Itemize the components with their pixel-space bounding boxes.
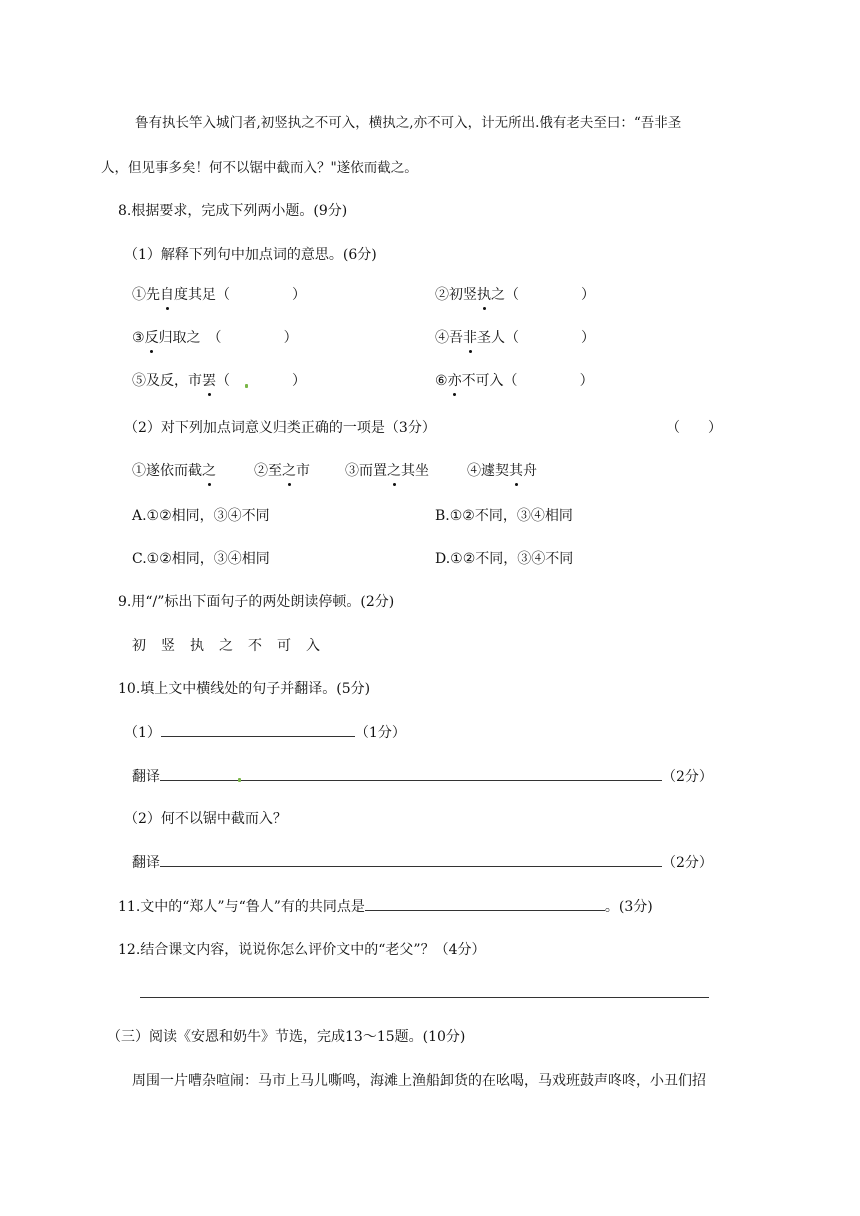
question-11: 11.文中的“郑人”与“鲁人”有的共同点是 。(3分) — [118, 896, 653, 917]
section-3-title: （三）阅读《安恩和奶牛》节选，完成13～15题。(10分) — [107, 1029, 466, 1045]
question-12-stem: 12.结合课文内容，说说你怎么评价文中的“老父”？（4分） — [118, 942, 486, 958]
question-8-2-stem: （2）对下列加点词意义归类正确的一项是（3分） — [124, 420, 436, 436]
question-8-1-item-5: ⑤及反，市罢（ ） — [132, 373, 306, 389]
question-8-1-item-4: ④吾非圣人（ ） — [435, 330, 595, 346]
dotted-word: 之 — [282, 463, 296, 479]
dotted-word: 亦 — [447, 373, 462, 389]
phrase-4: ④遽契其舟 — [467, 463, 537, 479]
option-b: B.①②不同，③④相同 — [435, 508, 573, 524]
dotted-word: 自 — [160, 287, 174, 303]
phrase-3: ③而置之其坐 — [345, 463, 429, 479]
question-8-1-item-2: ②初竖执之（ ） — [435, 287, 595, 303]
phrase-1: ①遂依而截之 — [132, 463, 216, 479]
option-c: C.①②相同，③④相同 — [132, 551, 270, 567]
passage-line-1: 鲁有执长竿入城门者,初竖执之不可入，横执之,亦不可入，计无所出.俄有老夫至曰：“吾非圣 — [135, 115, 682, 131]
question-10-stem: 10.填上文中横线处的句子并翻译。(5分) — [118, 681, 371, 697]
dotted-word: 反 — [144, 330, 159, 346]
answer-line — [365, 896, 605, 911]
question-8-1-stem: （1）解释下列句中加点词的意思。(6分) — [124, 247, 377, 263]
dotted-word: 其 — [509, 463, 523, 479]
question-8-1-item-1: ①先自度其足（ ） — [132, 287, 306, 303]
dotted-word: 之 — [387, 463, 401, 479]
question-8-stem: 8.根据要求，完成下列两小题。(9分) — [118, 203, 348, 219]
dotted-word: 之 — [202, 463, 216, 479]
question-8-1-item-3: ③反归取之 （ ） — [132, 330, 298, 346]
answer-bracket: （ ） — [666, 420, 722, 436]
green-speck — [238, 778, 241, 782]
answer-line — [161, 722, 355, 737]
green-speck — [245, 384, 248, 388]
passage-line-2: 人，但见事多矣！何不以锯中截而入？"遂依而截之。 — [101, 160, 418, 176]
question-9-stem: 9.用“/”标出下面句子的两处朗读停顿。(2分) — [118, 594, 395, 610]
answer-line — [160, 766, 662, 781]
question-10-2-translate: 翻译 （2分） — [132, 852, 713, 873]
phrase-2: ②至之市 — [254, 463, 310, 479]
dotted-word: 非 — [463, 330, 477, 346]
dotted-word: 执 — [477, 287, 491, 303]
question-8-1-item-6: ⑥亦不可入（ ） — [435, 373, 594, 389]
answer-line — [140, 997, 709, 998]
option-d: D.①②不同，③④不同 — [435, 551, 574, 567]
question-9-sentence: 初竖执之不可入 — [132, 638, 335, 654]
question-10-2: （2）何不以锯中截而入？ — [124, 811, 287, 827]
question-10-1: （1） （1分） — [124, 722, 406, 743]
question-10-1-translate: 翻译 （2分） — [132, 766, 713, 787]
option-a: A.①②相同，③④不同 — [132, 508, 270, 524]
answer-line — [160, 852, 662, 867]
section-3-passage-line-1: 周围一片嘈杂喧闹：马市上马儿嘶鸣，海滩上渔船卸货的在吆喝，马戏班鼓声咚咚，小丑们招 — [132, 1073, 706, 1089]
dotted-word: 罢 — [202, 373, 216, 389]
